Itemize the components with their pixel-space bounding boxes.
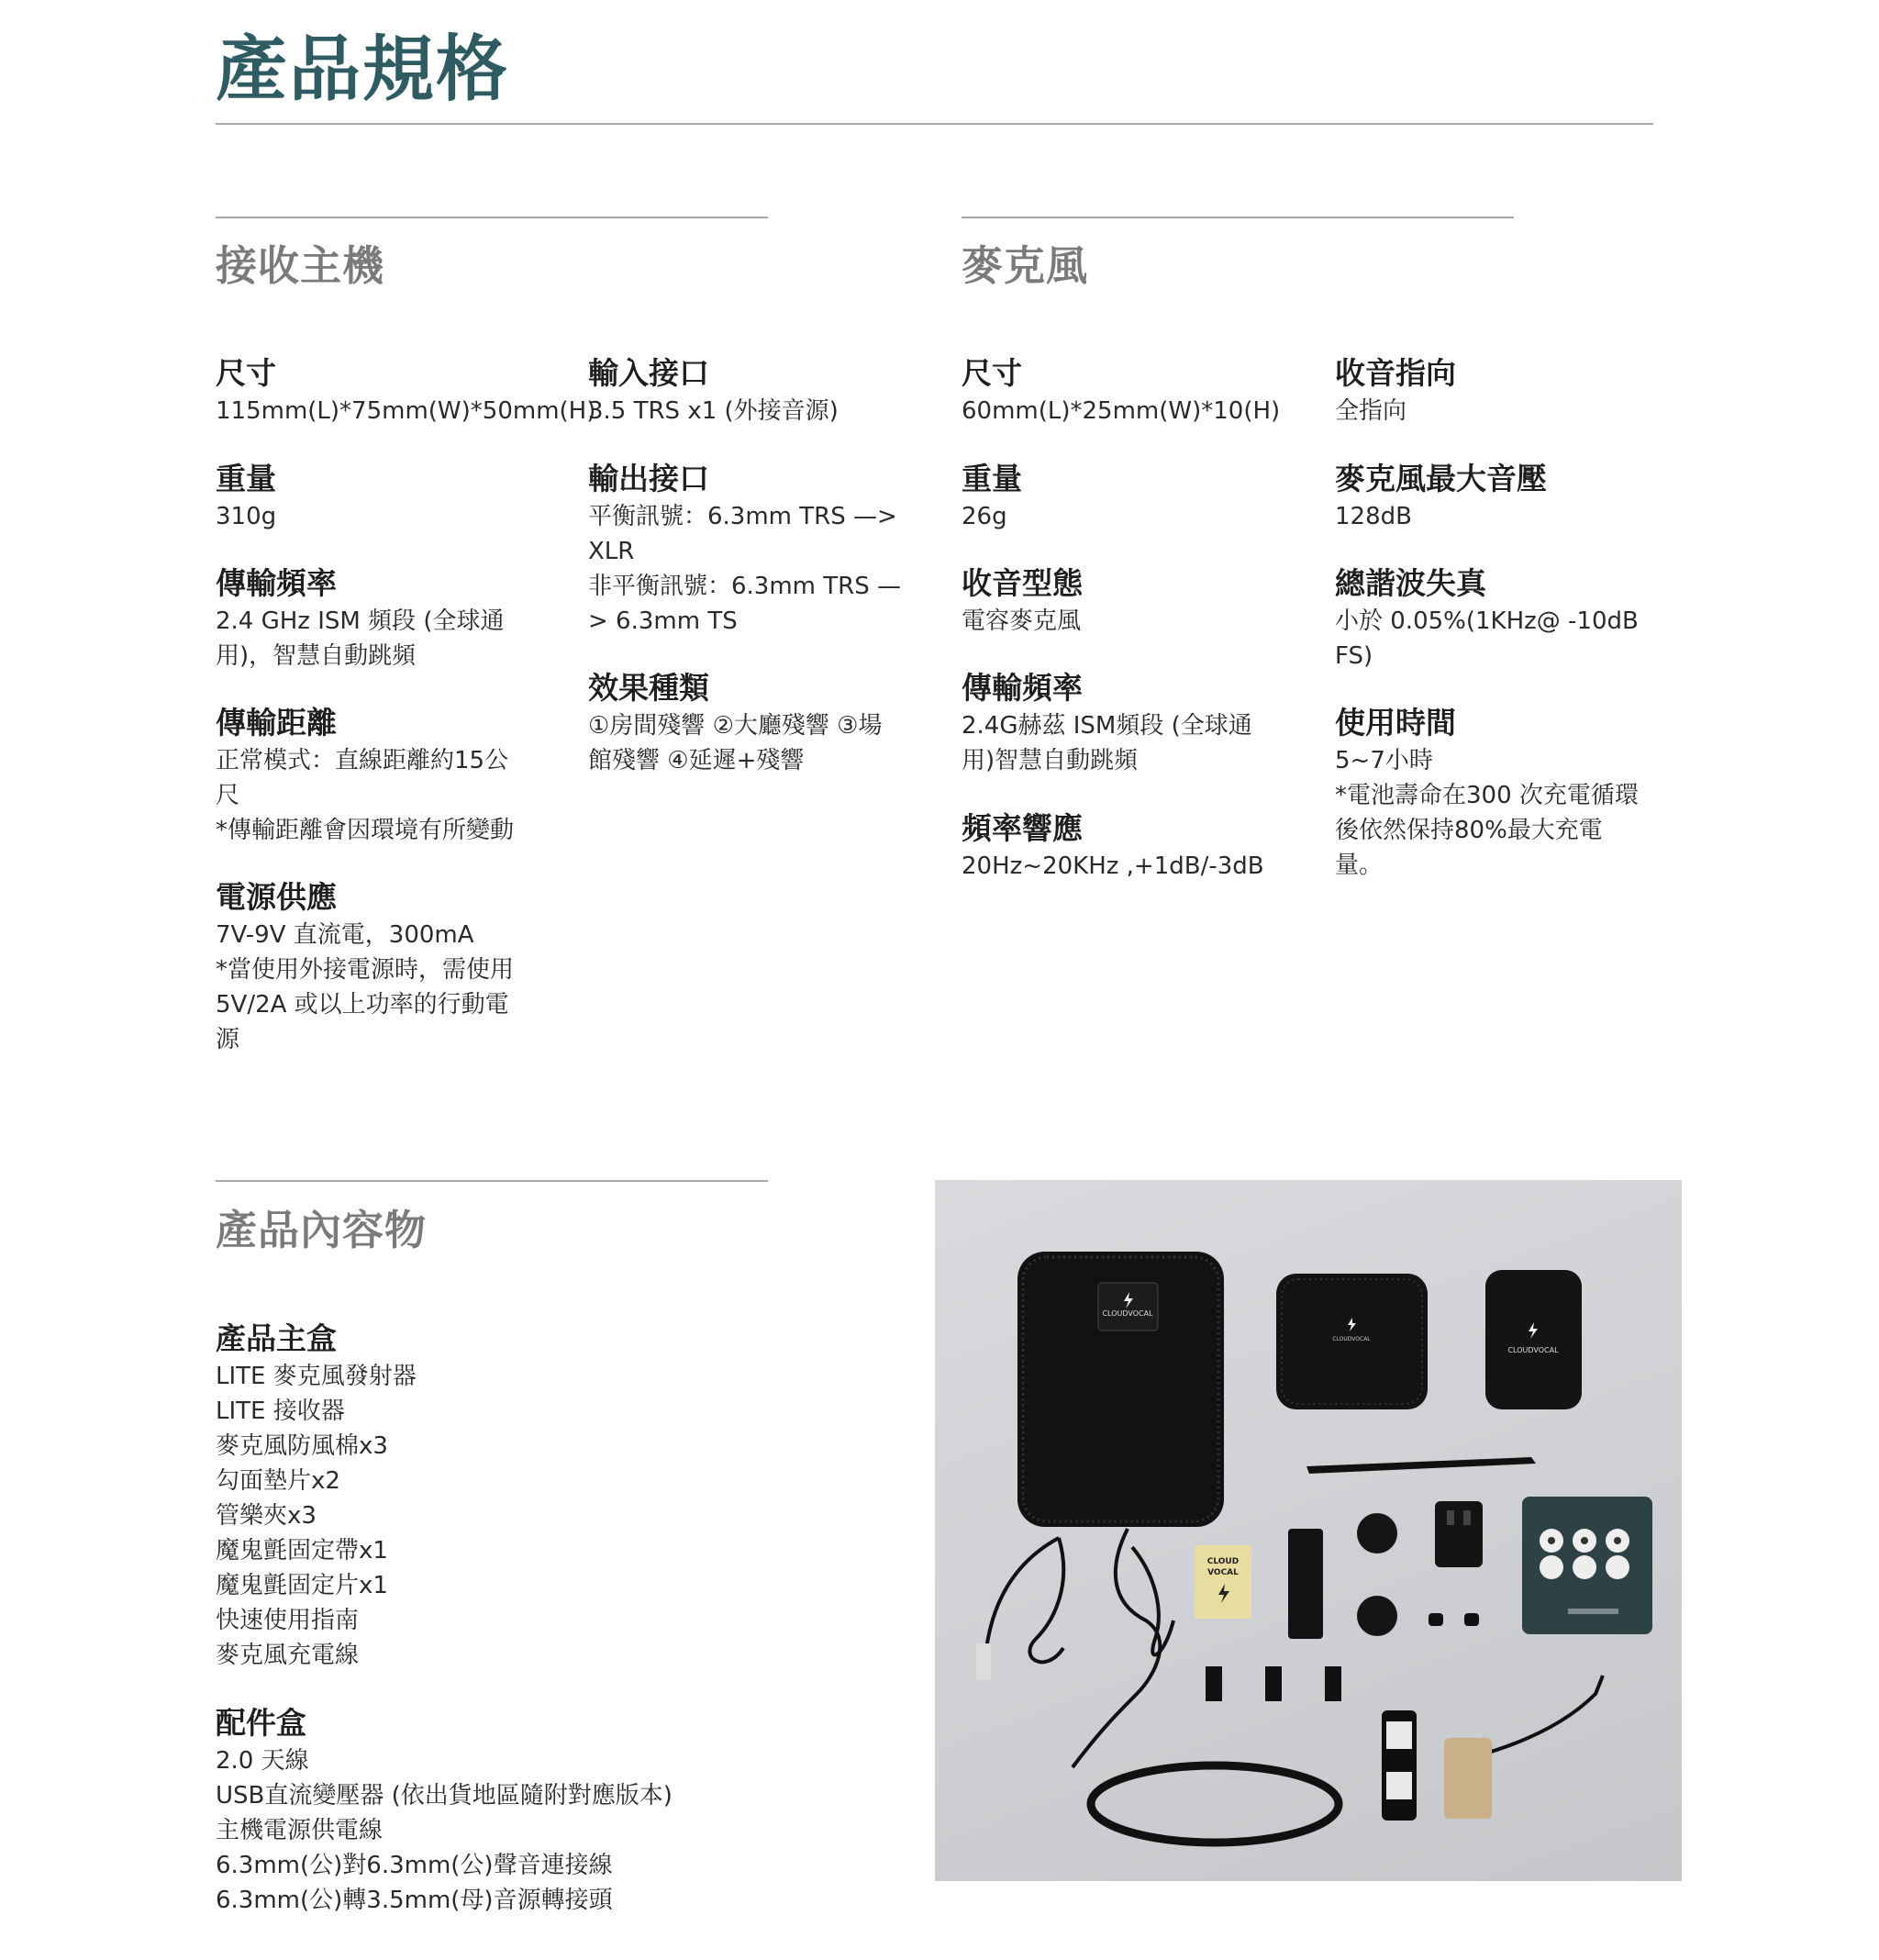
spec-receiver-size [216, 354, 596, 429]
spec-value: 小於 0.05%(1KHz@ -10dB FS) [1335, 607, 1639, 670]
spec-label: 傳輸距離 [216, 705, 337, 741]
clips-image [1206, 1666, 1341, 1701]
contents-label: 配件盒 [216, 1705, 306, 1741]
velcro-strap-image [1288, 1529, 1323, 1639]
spec-label: 傳輸頻率 [962, 670, 1083, 706]
spec-label: 尺寸 [962, 355, 1022, 391]
sticker-text-bottom: VOCAL [1207, 1568, 1239, 1577]
spec-receiver-output [588, 460, 937, 639]
spec-label: 收音指向 [1335, 355, 1456, 391]
spec-receiver-effects [588, 669, 937, 778]
spec-value: 60mm(L)*25mm(W)*10(H) [962, 396, 1281, 425]
spec-value: 平衡訊號：6.3mm TRS —> XLR 非平衡訊號：6.3mm TRS — > 6.3mm TS [588, 502, 901, 635]
page-title: 產品規格 [216, 28, 510, 111]
large-case-image [1017, 1252, 1224, 1527]
spec-value: ①房間殘響 ②大廳殘響 ③場 館殘響 ④延遲+殘響 [588, 711, 883, 774]
spec-receiver-input [588, 354, 937, 429]
contents-divider [216, 1180, 768, 1182]
contents-list: 2.0 天線 USB直流變壓器 (依出貨地區隨附對應版本) 主機電源供電線 6.3mm(公)對6.3mm(公)聲音連接線 6.3mm(公)轉3.5mm(母)音源轉接頭 [216, 1746, 673, 1914]
spec-mic-battery [1335, 704, 1647, 883]
power-adapters-image [1357, 1501, 1483, 1636]
contents-list: LITE 麥克風發射器 LITE 接收器 麥克風防風棉x3 勾面墊片x2 管樂夾x3 魔鬼氈固定帶x1 魔鬼氈固定片x1 快速使用指南 麥克風充電線 [216, 1362, 417, 1669]
contents-label: 產品主盒 [216, 1320, 337, 1356]
spec-mic-max-spl [1335, 460, 1647, 534]
receiver-section-title: 接收主機 [216, 241, 385, 290]
spec-value: 7V-9V 直流電，300mA *當使用外接電源時，需使用 5V/2A 或以上功率的行動電 源 [216, 920, 515, 1053]
spec-value: 128dB [1335, 502, 1412, 530]
contents-section-title: 產品內容物 [216, 1206, 428, 1254]
spec-label: 重量 [216, 461, 276, 496]
title-divider [216, 123, 1653, 125]
spec-value: 3.5 TRS x1 (外接音源) [588, 396, 839, 425]
spec-label: 效果種類 [588, 670, 709, 706]
spec-value: 5~7小時 *電池壽命在300 次充電循環 後依然保持80%最大充電 量。 [1335, 746, 1639, 879]
microphone-section-title: 麥克風 [962, 241, 1089, 290]
usb-plug-image [976, 1643, 991, 1680]
spec-mic-polar [1335, 354, 1647, 429]
spec-receiver-power [216, 878, 583, 1057]
spec-mic-frequency [962, 669, 1329, 778]
spec-mic-weight [962, 460, 1329, 534]
large-case-brand: CLOUDVOCAL [1102, 1309, 1153, 1318]
spec-mic-response [962, 809, 1329, 884]
microphone-divider [962, 217, 1514, 218]
spec-label: 輸出接口 [588, 461, 709, 496]
spec-value: 115mm(L)*75mm(W)*50mm(H) [216, 396, 596, 425]
spec-label: 尺寸 [216, 355, 276, 391]
spec-value: 電容麥克風 [962, 607, 1082, 635]
spec-label: 重量 [962, 461, 1022, 496]
sticker-text-top: CLOUD [1206, 1557, 1240, 1566]
receiver-divider [216, 217, 768, 218]
medium-case-brand: CLOUDVOCAL [1332, 1336, 1371, 1342]
spec-label: 使用時間 [1335, 705, 1456, 741]
mic-transmitter-image [1382, 1710, 1492, 1821]
spec-label: 頻率響應 [962, 810, 1083, 846]
spec-label: 總諧波失真 [1335, 565, 1486, 601]
spec-label: 傳輸頻率 [216, 565, 337, 601]
spec-value: 2.4G赫茲 ISM頻段 (全球通 用)智慧自動跳頻 [962, 711, 1252, 774]
product-photo [935, 1180, 1682, 1881]
spec-label: 收音型態 [962, 565, 1083, 601]
spec-value: 26g [962, 502, 1007, 530]
medium-case-image [1276, 1274, 1428, 1409]
spec-label: 輸入接口 [588, 355, 709, 391]
small-case-image [1485, 1270, 1582, 1409]
spec-value: 310g [216, 502, 277, 530]
spec-mic-size [962, 354, 1329, 429]
spec-mic-type [962, 564, 1329, 639]
antenna-image [1306, 1457, 1536, 1474]
spec-receiver-range [216, 704, 583, 848]
small-case-brand: CLOUDVOCAL [1507, 1346, 1559, 1354]
spec-value: 正常模式：直線距離約15公 尺 *傳輸距離會因環境有所變動 [216, 746, 515, 844]
spec-mic-thd [1335, 564, 1647, 674]
spec-receiver-weight [216, 460, 583, 534]
contents-main-box [216, 1320, 858, 1673]
contents-accessory-box [216, 1704, 895, 1918]
spec-label: 電源供應 [216, 879, 337, 915]
spec-value: 20Hz~20KHz ,+1dB/-3dB [962, 852, 1264, 880]
spec-value: 2.4 GHz ISM 頻段 (全球通 用)，智慧自動跳頻 [216, 607, 505, 670]
receiver-unit-image [1522, 1497, 1652, 1634]
spec-value: 全指向 [1335, 396, 1407, 425]
spec-receiver-frequency [216, 564, 583, 674]
spec-label: 麥克風最大音壓 [1335, 461, 1547, 496]
sticker-image [1195, 1545, 1251, 1619]
